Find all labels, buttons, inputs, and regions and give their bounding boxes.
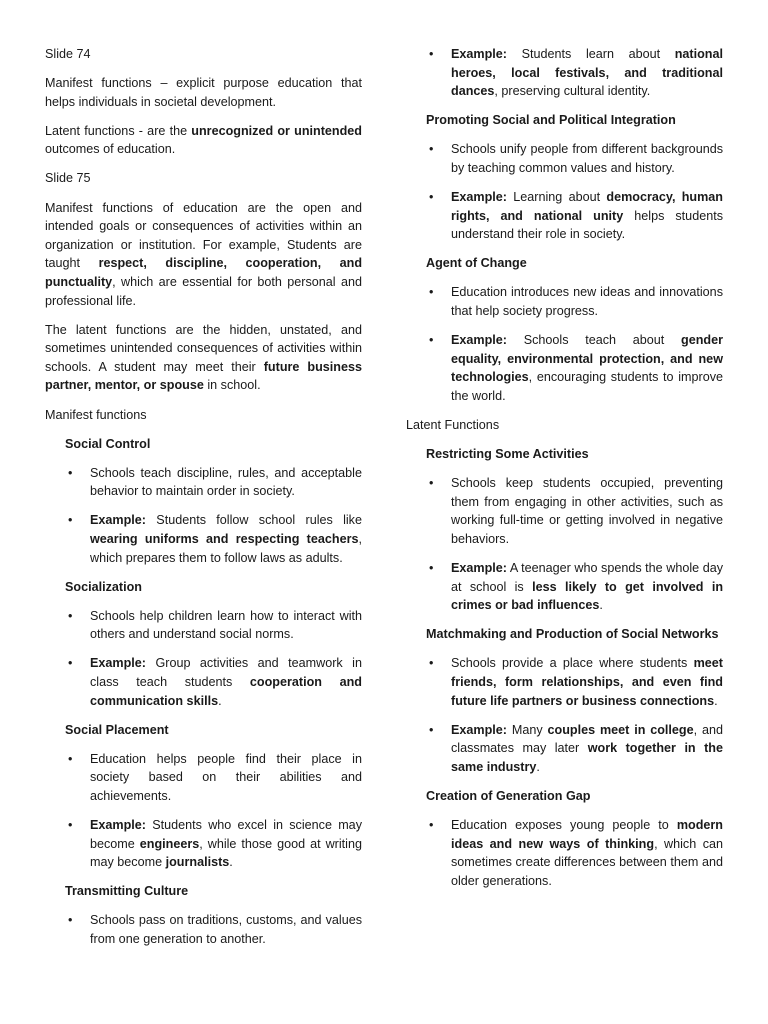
left-column — [45, 45, 362, 959]
latent-definition: Latent functions - are the unrecognized or unintended outcomes of education. — [45, 123, 362, 157]
list-item: • Education introduces new ideas and innovations that help society progress. — [451, 283, 723, 320]
list-item: • Education helps people find their place in society based on their abilities and achievements. — [90, 750, 362, 806]
list-item: • Schools help children learn how to interact with others and understand social norms. — [90, 607, 362, 644]
list-item: • Example: Learning about democracy, human rights, and national unity helps students understand their role in society. — [451, 188, 723, 244]
social-placement-heading: Social Placement — [65, 722, 169, 737]
list-item: • Example: Students learn about national heroes, local festivals, and traditional dances, preserving cultural identity. — [451, 45, 723, 101]
latent-paragraph: The latent functions are the hidden, unstated, and sometimes unintended consequences of activities within schools. A student may meet their future business partner, mentor, or spouse in school. — [45, 322, 362, 393]
list-item: • Schools pass on traditions, customs, and values from one generation to another. — [90, 911, 362, 948]
slide-74-label: Slide 74 — [45, 47, 91, 61]
manifest-functions-label: Manifest functions — [45, 407, 147, 422]
generation-gap-heading: Creation of Generation Gap — [426, 789, 591, 803]
slide-75-label: Slide 75 — [45, 171, 91, 186]
agent-of-change-heading: Agent of Change — [426, 256, 527, 271]
list-item: • Example: A teenager who spends the whole day at school is less likely to get involved in crimes or bad influences. — [451, 559, 723, 615]
agent-of-change-list — [406, 283, 723, 405]
generation-gap-list — [406, 816, 723, 890]
socialization-heading: Socialization — [65, 579, 142, 594]
right-column — [406, 45, 723, 901]
list-item: • Example: Group activities and teamwork in class teach students cooperation and communication skills. — [90, 654, 362, 710]
manifest-paragraph: Manifest functions of education are the open and intended goals or consequences of activities within an organization or institution. For example, Students are taught respect, discipline, cooperation, and punctuality, which are essential for both personal and professional life. — [45, 200, 363, 308]
social-control-list — [45, 464, 362, 567]
list-item: • Schools provide a place where students meet friends, form relationships, and even find future life partners or business connections. — [451, 654, 723, 710]
list-item: • Example: Students who excel in science may become engineers, while those good at writing may become journalists. — [90, 816, 362, 872]
transmitting-culture-list — [45, 911, 362, 948]
list-item: • Schools unify people from different backgrounds by teaching common values and history. — [451, 140, 723, 177]
list-item: • Schools keep students occupied, preventing them from engaging in other activities, such as working full-time or getting involved in negative behaviors. — [451, 474, 723, 548]
social-placement-list — [45, 750, 362, 872]
matchmaking-list — [406, 654, 723, 776]
list-item: • Schools teach discipline, rules, and acceptable behavior to maintain order in society. — [90, 464, 362, 501]
latent-functions-label: Latent Functions — [406, 418, 500, 432]
list-item: • Education exposes young people to modern ideas and new ways of thinking, which can sometimes create differences between them and older generations. — [451, 816, 723, 890]
transmitting-culture-heading: Transmitting Culture — [65, 884, 189, 899]
restricting-heading: Restricting Some Activities — [426, 447, 589, 462]
restricting-list — [406, 474, 723, 615]
list-item: • Example: Schools teach about gender equality, environmental protection, and new technologies, encouraging students to improve the world. — [451, 331, 723, 405]
integration-list — [406, 140, 723, 243]
integration-heading: Promoting Social and Political Integration — [426, 113, 676, 128]
list-item: • Example: Students follow school rules like wearing uniforms and respecting teachers, which prepares them to follow laws as adults. — [90, 511, 362, 567]
list-item: • Example: Many couples meet in college, and classmates may later work together in the same industry. — [451, 721, 723, 777]
culture-example-list — [406, 45, 723, 101]
socialization-list — [45, 607, 362, 710]
matchmaking-heading: Matchmaking and Production of Social Networks — [426, 627, 719, 642]
social-control-heading: Social Control — [65, 436, 151, 451]
manifest-definition: Manifest functions – explicit purpose education that helps individuals in societal development. — [45, 76, 362, 109]
